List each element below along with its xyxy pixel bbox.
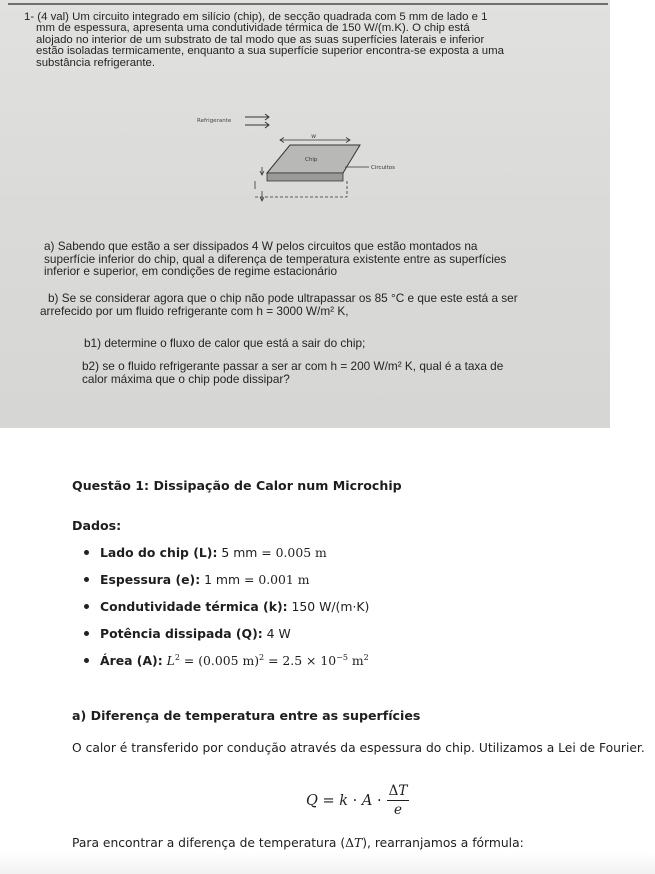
data-heading: Dados: [72, 518, 122, 533]
data-item-power: Potência dissipada (Q): 4 W [80, 626, 369, 653]
refrigerant-label: Refrigerante [197, 118, 232, 124]
statement-line: 1- (4 val) Um circuito integrado em silício (chip), de secção quadrada com 5 mm de lado e 1 [24, 11, 488, 23]
data-list [80, 545, 369, 680]
rearrange-paragraph: Para encontrar a diferença de temperatura (ΔT), rearranjamos a fórmula: [72, 836, 524, 850]
substrate-outline [255, 181, 347, 197]
chip-diagram [195, 105, 425, 215]
part-a-line: inferior e superior, em condições de regime estacionário [44, 264, 338, 279]
data-item-thickness: Espessura (e): 1 mm = 0.001 m [80, 572, 369, 599]
area-equation: $L^2 = (0.005$ $m)^2 = 2.5 \times 10^{-5}$ $m^2$ [166, 653, 369, 668]
section-a-heading: a) Diferença de temperatura entre as superfícies [72, 708, 421, 723]
part-b-line: b) Se se considerar agora que o chip não pode ultrapassar os 85 °C e que este está a ser [48, 291, 518, 305]
thickness-arrows [255, 167, 264, 201]
statement-line: estão isoladas termicamente, enquanto a sua superfície superior encontra-se exposta a uma [36, 45, 504, 58]
question-part-b [40, 292, 518, 317]
question-part-b1: b1) determine o fluxo de calor que está a sair do chip; [84, 336, 366, 350]
chip-label: Chip [305, 157, 318, 163]
delta-t-symbol: ΔT [345, 836, 363, 850]
part-a-line: superfície inferior do chip, qual a diferença de temperatura existente entre as superfícies [44, 251, 507, 266]
fourier-paragraph: O calor é transferido por condução através da espessura do chip. Utilizamos a Lei de Fourier. [72, 741, 645, 755]
statement-line: substância refrigerante. [36, 56, 156, 69]
page-top-rule [8, 3, 608, 5]
part-b2-line: b2) se o fluido refrigerante passar a ser ar com h = 200 W/m² K, qual é a taxa de [82, 359, 504, 373]
part-b2-line: calor máxima que o chip pode dissipar? [82, 371, 290, 386]
w-label: w [311, 133, 317, 140]
question-part-a [44, 240, 506, 278]
question-1-statement [24, 12, 504, 69]
question-part-b2 [82, 360, 503, 385]
chip-side-face [267, 173, 343, 181]
data-item-side: Lado do chip (L): 5 mm = 0.005 m [80, 545, 369, 572]
delta-t-over-e-fraction: $\frac{\Delta T}{e}$ [388, 783, 408, 818]
circuits-label: Circuitos [371, 165, 395, 171]
fourier-law-equation: Q = k · A · $\frac{\Delta T}{e}$ [306, 783, 408, 818]
data-item-area: Área (A): $L^2 = (0.005$ $m)^2 = 2.5 \times 10^{-5}$ $m^2$ [80, 653, 369, 680]
refrigerant-arrows [245, 114, 269, 128]
solution-title: Questão 1: Dissipação de Calor num Microchip [72, 478, 402, 493]
data-item-conductivity: Condutividade térmica (k): 150 W/(m·K) [80, 599, 369, 626]
page-bottom-fade [0, 852, 655, 874]
scanned-exam-image [0, 0, 610, 428]
part-a-line: a) Sabendo que estão a ser dissipados 4 W pelos circuitos que estão montados na [44, 239, 478, 253]
statement-line: mm de espessura, apresenta uma condutividade térmica de 150 W/(m.K). O chip está [36, 22, 470, 35]
statement-line: alojado no interior de um substrato de tal modo que as suas superfícies laterais e inferior [36, 33, 485, 46]
part-b-line: arrefecido por um fluido refrigerante com h = 3000 W/m² K, [40, 303, 349, 318]
